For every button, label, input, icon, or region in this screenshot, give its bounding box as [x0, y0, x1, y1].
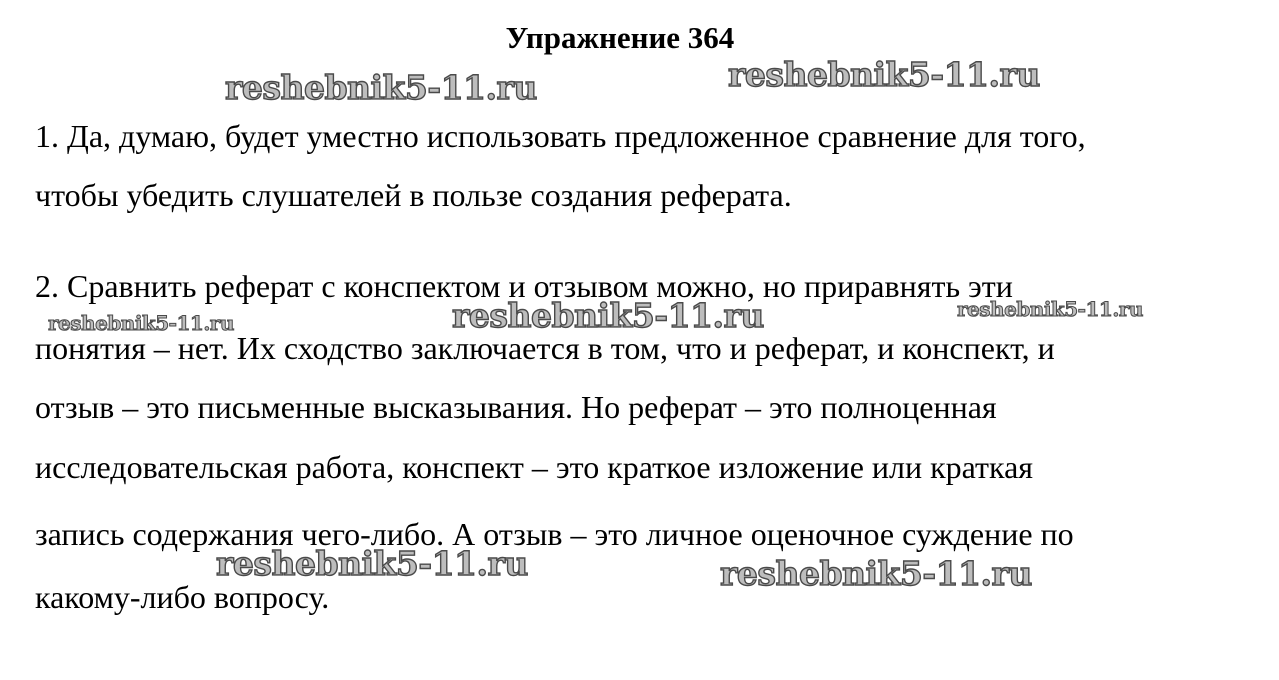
watermark: reshebnik5-11.ru — [216, 544, 528, 583]
answer-line: понятия – нет. Их сходство заключается в том, что и реферат, и конспект, и — [35, 330, 1055, 366]
answer-line: запись содержания чего-либо. А отзыв – это личное оценочное суждение по — [35, 516, 1074, 552]
answer-line: 2. Сравнить реферат с конспектом и отзывом можно, но приравнять эти — [35, 268, 1013, 304]
answer-line: отзыв – это письменные высказывания. Но реферат – это полноценная — [35, 389, 997, 425]
answer-line: чтобы убедить слушателей в пользе создания реферата. — [35, 177, 792, 213]
answer-line: 1. Да, думаю, будет уместно использовать предложенное сравнение для того, — [35, 118, 1086, 154]
watermark: reshebnik5-11.ru — [728, 55, 1040, 94]
watermark: reshebnik5-11.ru — [225, 68, 537, 107]
watermark: reshebnik5-11.ru — [720, 554, 1032, 593]
watermark: reshebnik5-11.ru — [48, 311, 234, 335]
answer-line: какому-либо вопросу. — [35, 579, 330, 615]
answer-line: исследовательская работа, конспект – это краткое изложение или краткая — [35, 449, 1033, 485]
watermark: reshebnik5-11.ru — [452, 296, 764, 335]
exercise-title: Упражнение 364 — [505, 20, 735, 55]
watermark: reshebnik5-11.ru — [957, 297, 1143, 321]
